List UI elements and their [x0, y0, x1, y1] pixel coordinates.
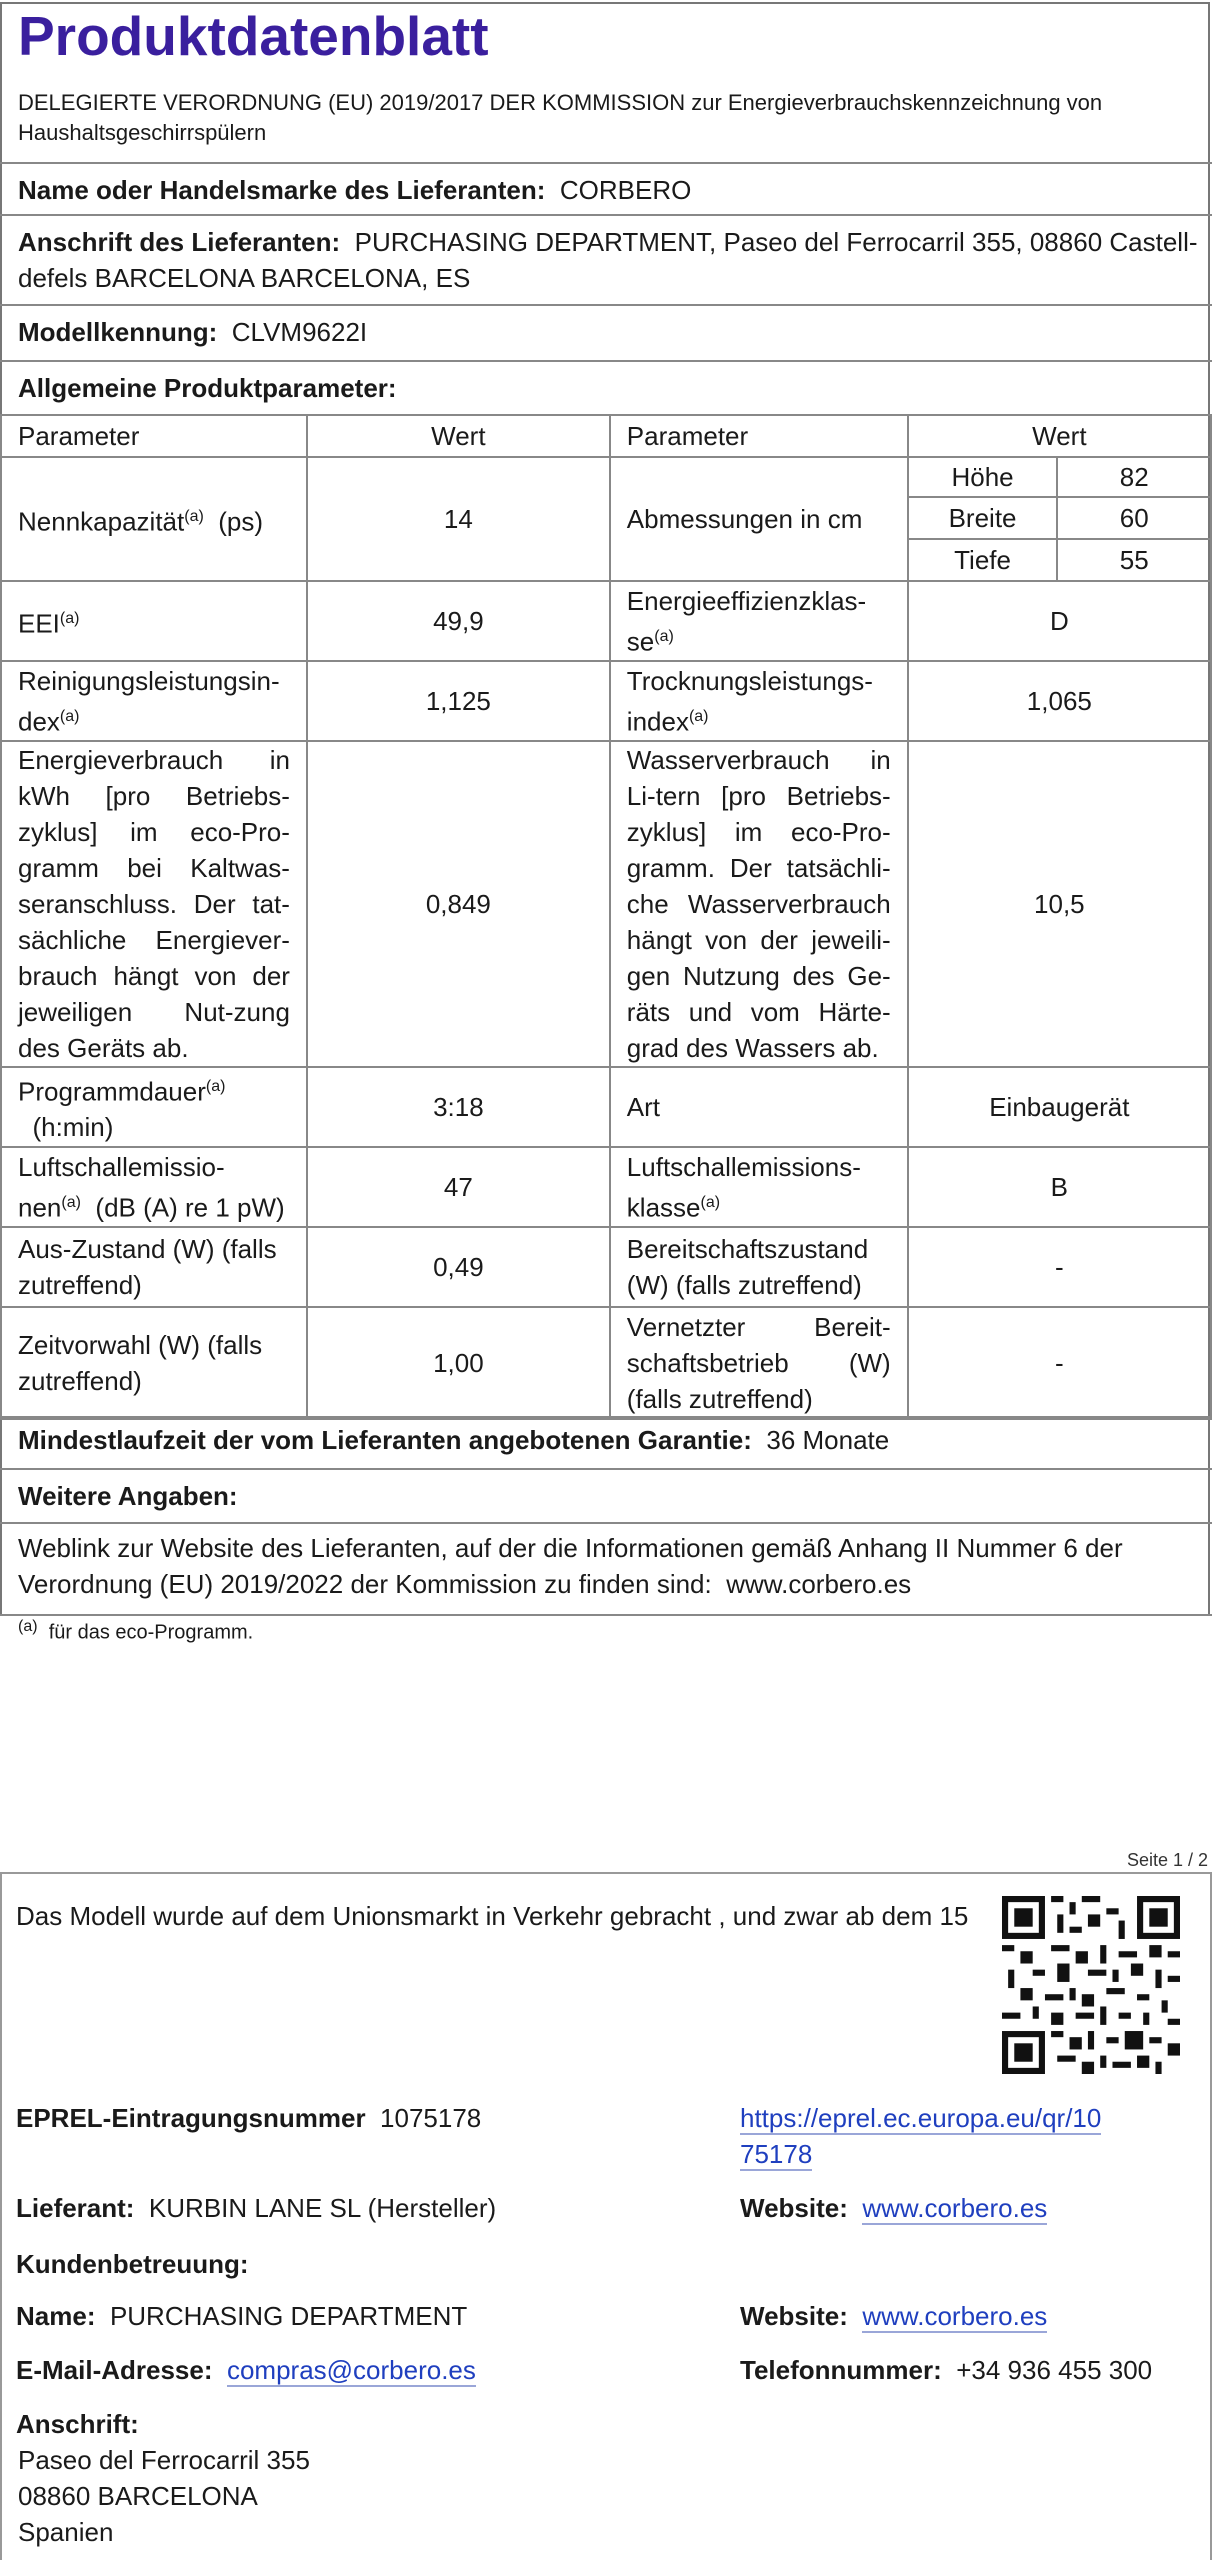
phone-value: +34 936 455 300 [956, 2355, 1153, 2385]
table-row [1, 457, 1211, 497]
phone-label: Telefonnummer: [740, 2355, 942, 2385]
website-label: Website: [740, 2193, 848, 2223]
website2-label: Website: [740, 2301, 848, 2331]
table-row [1, 661, 1211, 741]
water-label: Wasserverbrauch in Li-tern [pro Betriebs-zyklus] im eco-Pro-gramm. Der tatsächli-che Wasserverbrauch hängt von der jeweili-gen Nutzung des Ge-räts und vom Härte-grad des Wassers ab. [610, 741, 908, 1067]
footnote-mark: (a) [700, 1193, 721, 1211]
noise-class-label-cell [610, 1147, 908, 1227]
contact-name-line [16, 2298, 467, 2334]
drying-label-cell [610, 661, 908, 741]
customer-service-label [16, 2246, 249, 2282]
height-value: 82 [1057, 457, 1211, 497]
customer-service-heading: Kundenbetreuung: [16, 2249, 249, 2279]
contact-name-label: Name: [16, 2301, 96, 2331]
supplier-name-label: Name oder Handelsmarke des Lieferanten: [18, 175, 546, 205]
width-label: Breite [908, 497, 1058, 539]
website-link[interactable]: www.corbero.es [862, 2193, 1048, 2223]
website2-link[interactable]: www.corbero.es [862, 2301, 1048, 2331]
regulation-subtitle: DELEGIERTE VERORDNUNG (EU) 2019/2017 DER KOMMISSION zur Energieverbrauchskennzeichnung von Haushaltsgeschirrspülern [18, 90, 1103, 145]
header-value: Wert [307, 415, 610, 457]
noise-class-value: B [908, 1147, 1211, 1227]
address-line3: Spanien [18, 2517, 114, 2547]
table-header-row [1, 415, 1211, 457]
class-value: D [908, 581, 1211, 661]
delay-label: Zeitvorwahl (W) (falls zutreffend) [1, 1307, 307, 1419]
duration-label: Programmdauer [18, 1076, 206, 1107]
class-label: Energieeffizienzklas-se [626, 585, 867, 657]
standby-value: - [908, 1227, 1211, 1307]
eprel-line [16, 2100, 481, 2136]
noise-value: 47 [307, 1147, 610, 1227]
noise-label-cell [1, 1147, 307, 1227]
supplier-label: Lieferant: [16, 2193, 135, 2223]
footnote-mark: (a) [18, 1618, 38, 1635]
footnote-text: für das eco-Programm. [48, 1621, 254, 1644]
footnote-mark: (a) [184, 507, 204, 525]
market-date-text: Das Modell wurde auf dem Unionsmarkt in Verkehr gebracht , und zwar ab dem 15 [16, 1901, 969, 1931]
email-line [16, 2352, 476, 2388]
footnote [18, 1618, 253, 1645]
table-row [1, 741, 1211, 1067]
footnote-mark: (a) [59, 609, 80, 627]
off-value: 0,49 [307, 1227, 610, 1307]
address-line2: 08860 BARCELONA [18, 2481, 258, 2511]
noise-label: Luftschallemissio-nen [18, 1151, 225, 1223]
eprel-url-line2[interactable]: 75178 [740, 2139, 813, 2169]
header-parameter-2: Parameter [610, 415, 908, 457]
further-info-row [0, 1468, 1212, 1522]
table-row [1, 1147, 1211, 1227]
eei-label-cell [1, 581, 307, 661]
model-label: Modellkennung: [18, 317, 218, 347]
cleaning-label: Reinigungsleistungsin-dex [18, 665, 280, 737]
address-block [18, 2442, 310, 2550]
supplier-name-value: CORBERO [559, 175, 692, 205]
website-line [740, 2190, 1047, 2226]
cleaning-value: 1,125 [307, 661, 610, 741]
general-params-row [0, 360, 1212, 414]
duration-unit: (h:min) [32, 1112, 114, 1143]
warranty-row [0, 1416, 1212, 1468]
qr-code-icon[interactable] [1002, 1896, 1180, 2074]
width-value: 60 [1057, 497, 1211, 539]
noise-class-label: Luftschallemissions-klasse [626, 1151, 861, 1223]
energy-value: 0,849 [307, 741, 610, 1067]
cleaning-label-cell [1, 661, 307, 741]
weblink-url[interactable]: www.corbero.es [726, 1569, 912, 1599]
type-label: Art [610, 1067, 908, 1147]
supplier-value: KURBIN LANE SL (Hersteller) [148, 2193, 497, 2223]
footnote-mark: (a) [654, 627, 674, 645]
address-line1: Paseo del Ferrocarril 355 [18, 2445, 310, 2475]
capacity-unit: (ps) [218, 506, 264, 537]
header-parameter: Parameter [1, 415, 307, 457]
capacity-value: 14 [307, 457, 610, 581]
warranty-value: 36 Monate [766, 1425, 890, 1455]
standby-label: Bereitschaftszustand (W) (falls zutreffend) [610, 1227, 908, 1307]
table-row [1, 1067, 1211, 1147]
footnote-mark: (a) [61, 1193, 81, 1211]
address-heading: Anschrift: [16, 2409, 139, 2439]
depth-label: Tiefe [908, 539, 1058, 581]
table-row [1, 1227, 1211, 1307]
contact-name-value: PURCHASING DEPARTMENT [109, 2301, 468, 2331]
website2-line [740, 2298, 1047, 2334]
drying-label: Trocknungsleistungs-index [626, 665, 873, 737]
capacity-label: Nennkapazität [18, 506, 185, 537]
table-row [1, 1307, 1211, 1419]
delay-value: 1,00 [307, 1307, 610, 1419]
further-info-label: Weitere Angaben: [18, 1481, 238, 1511]
eprel-value: 1075178 [380, 2103, 482, 2133]
eei-value: 49,9 [307, 581, 610, 661]
drying-value: 1,065 [908, 661, 1211, 741]
off-label: Aus-Zustand (W) (falls zutreffend) [1, 1227, 307, 1307]
address-label [16, 2406, 139, 2442]
class-label-cell [610, 581, 908, 661]
weblink-row [0, 1522, 1212, 1616]
header-value-2: Wert [908, 415, 1211, 457]
table-row [1, 581, 1211, 661]
duration-value: 3:18 [307, 1067, 610, 1147]
dimensions-label: Abmessungen in cm [610, 457, 908, 581]
supplier-address-value: PURCHASING DEPARTMENT, Paseo del Ferrocarril 355, 08860 Castell-defels BARCELONA BARCELONA, ES [18, 227, 1198, 293]
eprel-label: EPREL-Eintragungsnummer [16, 2103, 366, 2133]
model-value: CLVM9622I [231, 317, 368, 347]
model-row [0, 304, 1212, 360]
networked-label: Vernetzter Bereit-schaftsbetrieb (W) (falls zutreffend) [610, 1307, 908, 1419]
energy-label: Energieverbrauch in kWh [pro Betriebs-zyklus] im eco-Pro-gramm bei Kaltwas-seranschluss. Der tat-sächliche Energiever-brauch hängt von der jeweiligen Nut-zung des Geräts ab. [1, 741, 307, 1067]
supplier-name-row [0, 162, 1212, 214]
general-params-label: Allgemeine Produktparameter: [18, 373, 397, 403]
page-title: Produktdatenblatt [18, 5, 489, 67]
supplier-line [16, 2190, 496, 2226]
weblink-text: Weblink zur Website des Lieferanten, auf der die Informationen gemäß Anhang II Nummer 6 der Verordnung (EU) 2019/2022 der Kommission zu finden sind: [18, 1533, 1123, 1599]
water-value: 10,5 [908, 741, 1211, 1067]
page-number: Seite 1 / 2 [1126, 1850, 1208, 1870]
supplier-address-label: Anschrift des Lieferanten: [18, 227, 341, 257]
noise-unit: (dB (A) re 1 pW) [95, 1192, 285, 1223]
eei-label: EEI [18, 608, 60, 639]
footnote-mark: (a) [205, 1077, 226, 1095]
eprel-url-line1[interactable]: https://eprel.ec.europa.eu/qr/10 [740, 2103, 1102, 2133]
footnote-mark: (a) [688, 707, 709, 725]
warranty-label: Mindestlaufzeit der vom Lieferanten angebotenen Garantie: [18, 1425, 752, 1455]
capacity-label-cell [1, 457, 307, 581]
parameter-table [0, 414, 1212, 1420]
footnote-mark: (a) [59, 707, 80, 725]
supplier-address-row [0, 214, 1212, 304]
depth-value: 55 [1057, 539, 1211, 581]
phone-line [740, 2352, 1152, 2388]
duration-label-cell [1, 1067, 307, 1147]
type-value: Einbaugerät [908, 1067, 1211, 1147]
networked-value: - [908, 1307, 1211, 1419]
eprel-link[interactable] [740, 2100, 1101, 2172]
height-label: Höhe [908, 457, 1058, 497]
email-link[interactable]: compras@corbero.es [226, 2355, 476, 2385]
email-label: E-Mail-Adresse: [16, 2355, 213, 2385]
